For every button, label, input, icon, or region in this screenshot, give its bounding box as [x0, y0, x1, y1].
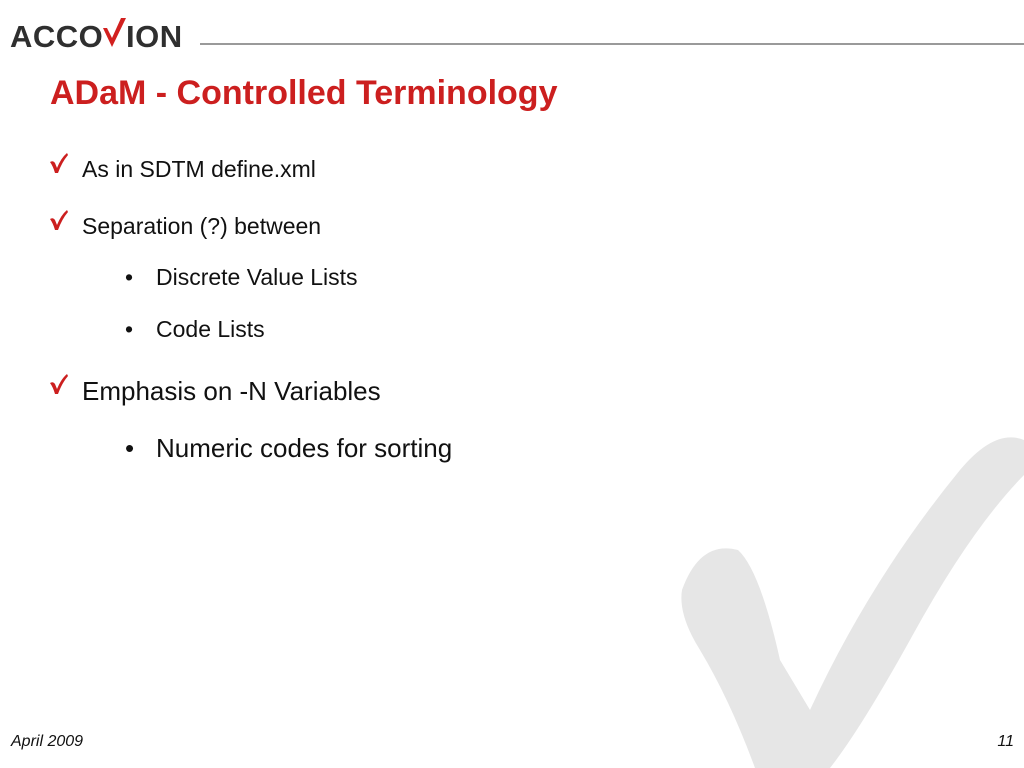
accovion-logo [8, 14, 203, 52]
footer-date: April 2009 [11, 733, 84, 750]
svg-text:ACCO: ACCO [10, 19, 104, 52]
sub-bullet-item: Discrete Value Lists [156, 264, 358, 290]
sub-bullet-marker: • [125, 264, 134, 290]
bullet-item: Emphasis on -N Variables [82, 376, 381, 406]
header-divider [200, 43, 1024, 45]
slide-title: ADaM - Controlled Terminology [50, 74, 558, 112]
red-checkmark-icon [49, 373, 69, 395]
red-checkmark-icon [49, 209, 69, 231]
bullet-item: Separation (?) between [82, 213, 322, 239]
bullet-item: As in SDTM define.xml [82, 156, 316, 182]
svg-text:ION: ION [126, 19, 183, 52]
sub-bullet-item: Code Lists [156, 316, 265, 342]
sub-bullet-item: Numeric codes for sorting [156, 433, 453, 463]
checkmark-watermark-icon [660, 400, 1024, 768]
page-number: 11 [997, 733, 1014, 750]
sub-bullet-marker: • [125, 316, 134, 342]
sub-bullet-marker: • [125, 433, 135, 463]
red-checkmark-icon [49, 152, 69, 174]
